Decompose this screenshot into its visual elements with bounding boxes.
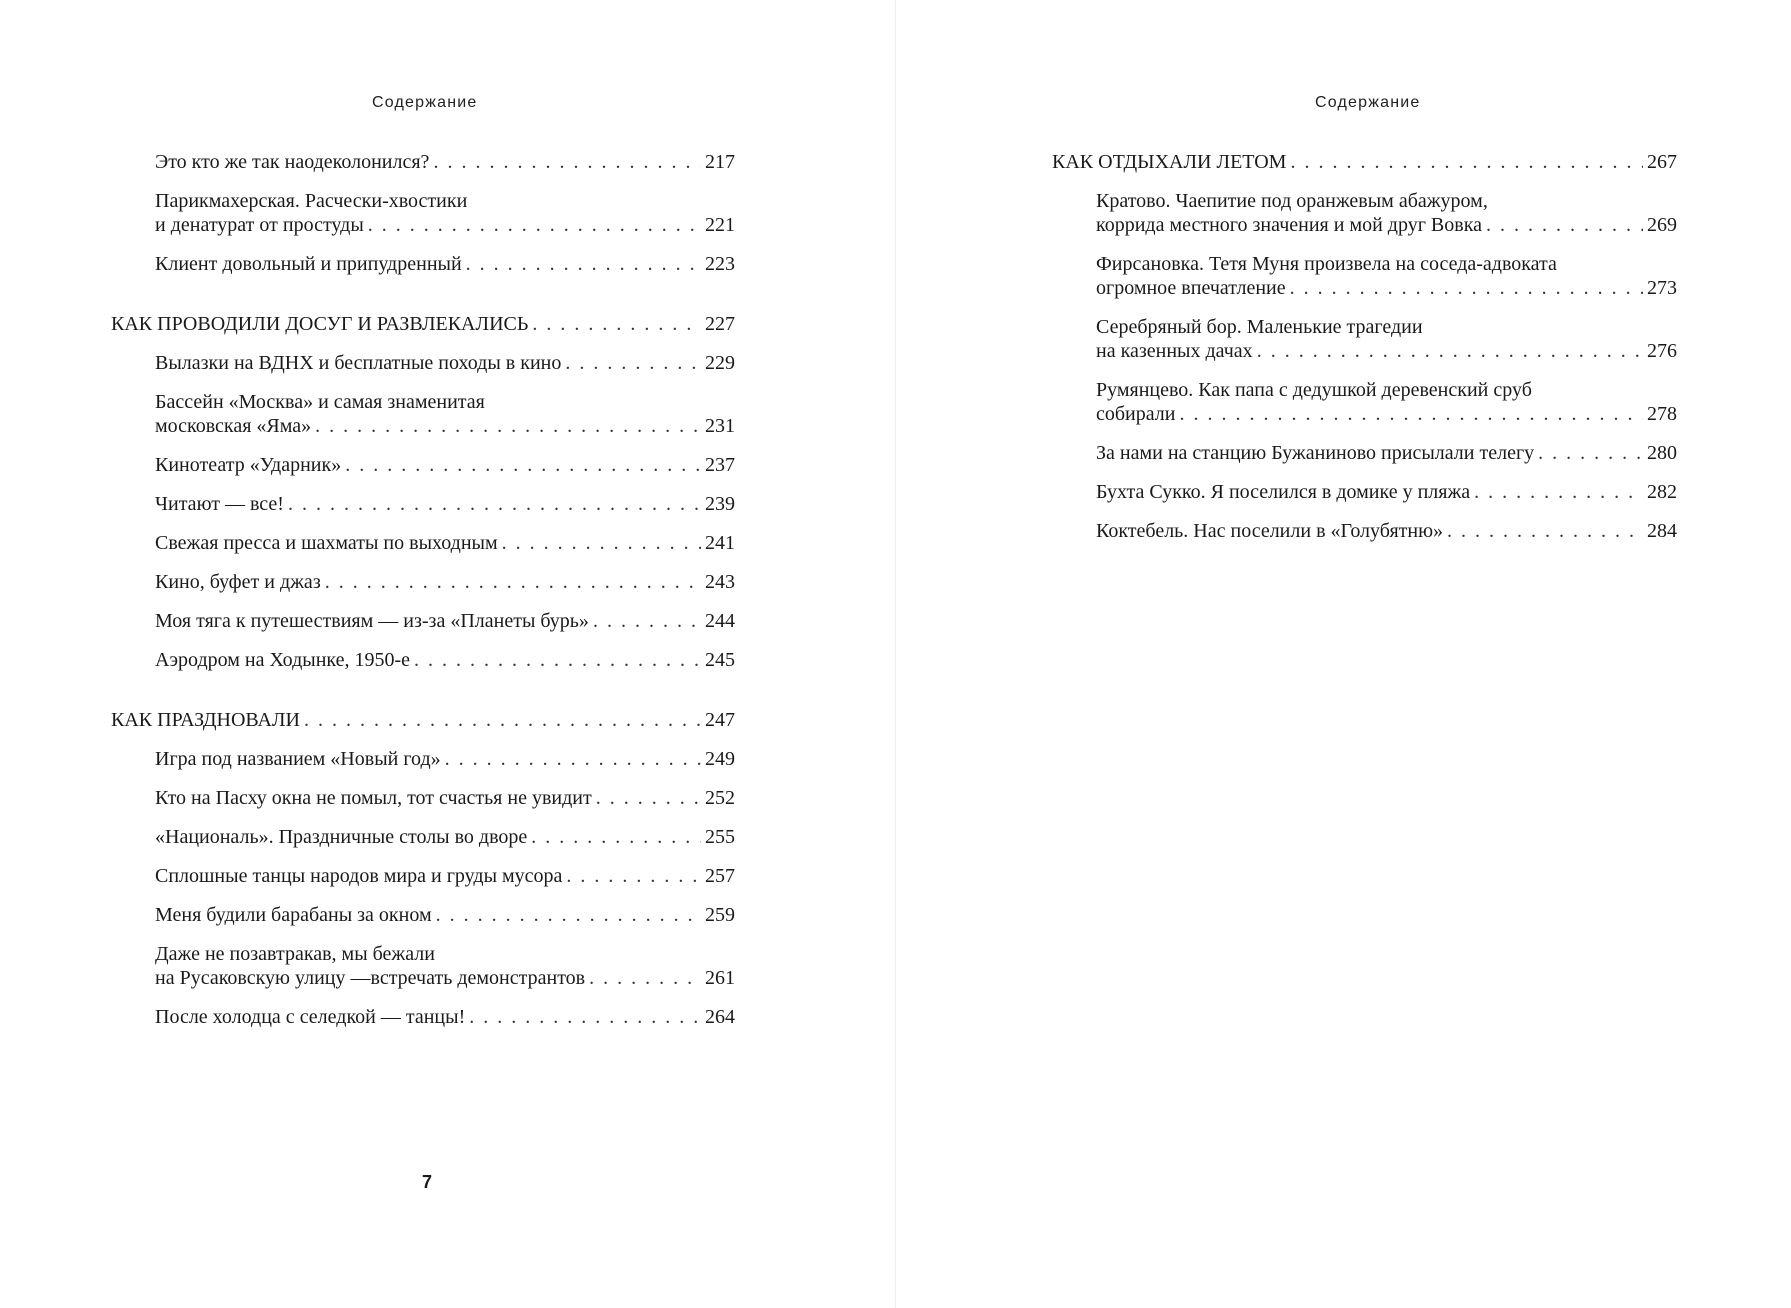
toc-section-heading (1052, 150, 1677, 174)
toc-page-number: 231 (705, 415, 735, 437)
toc-entry-title: коррида местного значения и мой друг Вовка (1096, 214, 1482, 236)
toc-list (1052, 150, 1677, 543)
toc-entry (111, 189, 735, 237)
dot-leader (368, 213, 701, 237)
toc-entry-title: Аэродром на Ходынке, 1950-е (155, 649, 411, 671)
toc-entry (1052, 252, 1677, 300)
toc-entry (111, 942, 735, 990)
dot-leader (531, 825, 701, 849)
toc-page-number: 229 (705, 352, 735, 374)
toc-entry (1052, 441, 1677, 465)
toc-entry (111, 570, 735, 594)
toc-entry (1052, 189, 1677, 237)
running-head: Содержание (372, 94, 478, 111)
toc-entry-title: огромное впечатление (1096, 277, 1286, 299)
toc-page-number: 247 (705, 709, 735, 731)
toc-entry-title: Читают — все! (155, 493, 284, 515)
toc-entry-title: КАК ОТДЫХАЛИ ЛЕТОМ (1052, 151, 1287, 173)
toc-page-number: 267 (1647, 151, 1677, 173)
toc-page-number: 264 (705, 1006, 735, 1028)
dot-leader (436, 903, 701, 927)
toc-page-number: 249 (705, 748, 735, 770)
dot-leader (1290, 276, 1643, 300)
toc-entry (111, 825, 735, 849)
dot-leader (466, 252, 701, 276)
toc-section-heading (111, 708, 735, 732)
toc-entry-title: Сплошные танцы народов мира и груды мусора (155, 865, 563, 887)
dot-leader (304, 708, 701, 732)
toc-page-number: 282 (1647, 481, 1677, 503)
toc-entry-title: Игра под названием «Новый год» (155, 748, 441, 770)
toc-page-number: 245 (705, 649, 735, 671)
toc-entry-title-line: Фирсановка. Тетя Муня произвела на соседа-адвоката (1096, 253, 1557, 275)
toc-entry (111, 390, 735, 438)
dot-leader (433, 150, 701, 174)
toc-entry-title: После холодца с селедкой — танцы! (155, 1006, 466, 1028)
dot-leader (325, 570, 701, 594)
dot-leader (1486, 213, 1643, 237)
dot-leader (1447, 519, 1643, 543)
toc-entry-title: КАК ПРОВОДИЛИ ДОСУГ И РАЗВЛЕКАЛИСЬ (111, 313, 529, 335)
toc-entry (111, 864, 735, 888)
toc-entry (111, 648, 735, 672)
toc-entry-title: собирали (1096, 403, 1176, 425)
toc-entry (111, 351, 735, 375)
toc-page-number: 257 (705, 865, 735, 887)
dot-leader (1474, 480, 1643, 504)
toc-page-number: 280 (1647, 442, 1677, 464)
toc-entry (1052, 519, 1677, 543)
toc-entry (1052, 480, 1677, 504)
toc-entry-title: на Русаковскую улицу —встречать демонстрантов (155, 967, 586, 989)
toc-entry-title-line: Серебряный бор. Маленькие трагедии (1096, 316, 1423, 338)
toc-page-number: 243 (705, 571, 735, 593)
toc-entry (1052, 378, 1677, 426)
toc-page-number: 237 (705, 454, 735, 476)
dot-leader (565, 351, 701, 375)
toc-entry-title: московская «Яма» (155, 415, 312, 437)
page-number: 7 (422, 1172, 433, 1192)
toc-entry-title: За нами на станцию Бужаниново присылали телегу (1096, 442, 1535, 464)
dot-leader (593, 609, 701, 633)
toc-entry-title: Клиент довольный и припудренный (155, 253, 462, 275)
toc-page-number: 252 (705, 787, 735, 809)
toc-entry (111, 453, 735, 477)
toc-entry (111, 150, 735, 174)
toc-entry-title-line: Румянцево. Как папа с дедушкой деревенский сруб (1096, 379, 1532, 401)
toc-entry-title: «Националь». Праздничные столы во дворе (155, 826, 528, 848)
toc-page-number: 241 (705, 532, 735, 554)
toc-page-number: 239 (705, 493, 735, 515)
left-page (0, 0, 895, 1308)
toc-entry-title: Кино, буфет и джаз (155, 571, 321, 593)
toc-page-number: 223 (705, 253, 735, 275)
dot-leader (596, 786, 701, 810)
toc-entry (111, 531, 735, 555)
toc-entry-title: Бухта Сукко. Я поселился в домике у пляжа (1096, 481, 1471, 503)
toc-entry-title: КАК ПРАЗДНОВАЛИ (111, 709, 300, 731)
toc-entry (111, 786, 735, 810)
toc-entry-title: на казенных дачах (1096, 340, 1253, 362)
toc-entry-title-line: Даже не позавтракав, мы бежали (155, 943, 435, 965)
toc-entry (1052, 315, 1677, 363)
dot-leader (414, 648, 701, 672)
toc-entry-title-line: Кратово. Чаепитие под оранжевым абажуром, (1096, 190, 1488, 212)
toc-page-number: 244 (705, 610, 735, 632)
dot-leader (589, 966, 701, 990)
toc-page-number: 273 (1647, 277, 1677, 299)
dot-leader (1538, 441, 1643, 465)
toc-page-number: 261 (705, 967, 735, 989)
dot-leader (1290, 150, 1643, 174)
toc-entry-title: Кинотеатр «Ударник» (155, 454, 342, 476)
dot-leader (566, 864, 701, 888)
toc-section-heading (111, 312, 735, 336)
toc-page-number: 276 (1647, 340, 1677, 362)
toc-page-number: 217 (705, 151, 735, 173)
toc-entry-title-line: Бассейн «Москва» и самая знаменитая (155, 391, 485, 413)
dot-leader (1257, 339, 1643, 363)
right-page (896, 0, 1791, 1308)
toc-entry (111, 252, 735, 276)
toc-entry-title-line: Парикмахерская. Расчески-хвостики (155, 190, 468, 212)
toc-page-number: 284 (1647, 520, 1677, 542)
toc-page-number: 221 (705, 214, 735, 236)
running-head: Содержание (1315, 94, 1421, 111)
toc-entry-title: Коктебель. Нас поселили в «Голубятню» (1096, 520, 1444, 542)
toc-page-number: 269 (1647, 214, 1677, 236)
toc-entry-title: Свежая пресса и шахматы по выходным (155, 532, 498, 554)
dot-leader (502, 531, 701, 555)
toc-entry (111, 903, 735, 927)
toc-page-number: 278 (1647, 403, 1677, 425)
dot-leader (288, 492, 701, 516)
toc-entry-title: Это кто же так наодеколонился? (155, 151, 430, 173)
toc-entry-title: Моя тяга к путешествиям — из-за «Планеты бурь» (155, 610, 589, 632)
toc-list (111, 150, 735, 1029)
toc-entry-title: Меня будили барабаны за окном (155, 904, 432, 926)
dot-leader (532, 312, 701, 336)
toc-page-number: 259 (705, 904, 735, 926)
toc-entry-title: и денатурат от простуды (155, 214, 364, 236)
dot-leader (1180, 402, 1644, 426)
toc-entry (111, 492, 735, 516)
toc-page-number: 255 (705, 826, 735, 848)
toc-entry-title: Кто на Пасху окна не помыл, тот счастья не увидит (155, 787, 592, 809)
toc-entry (111, 747, 735, 771)
dot-leader (445, 747, 701, 771)
toc-entry-title: Вылазки на ВДНХ и бесплатные походы в кино (155, 352, 562, 374)
dot-leader (315, 414, 701, 438)
dot-leader (345, 453, 701, 477)
toc-entry (111, 609, 735, 633)
toc-entry (111, 1005, 735, 1029)
toc-page-number: 227 (705, 313, 735, 335)
dot-leader (469, 1005, 701, 1029)
